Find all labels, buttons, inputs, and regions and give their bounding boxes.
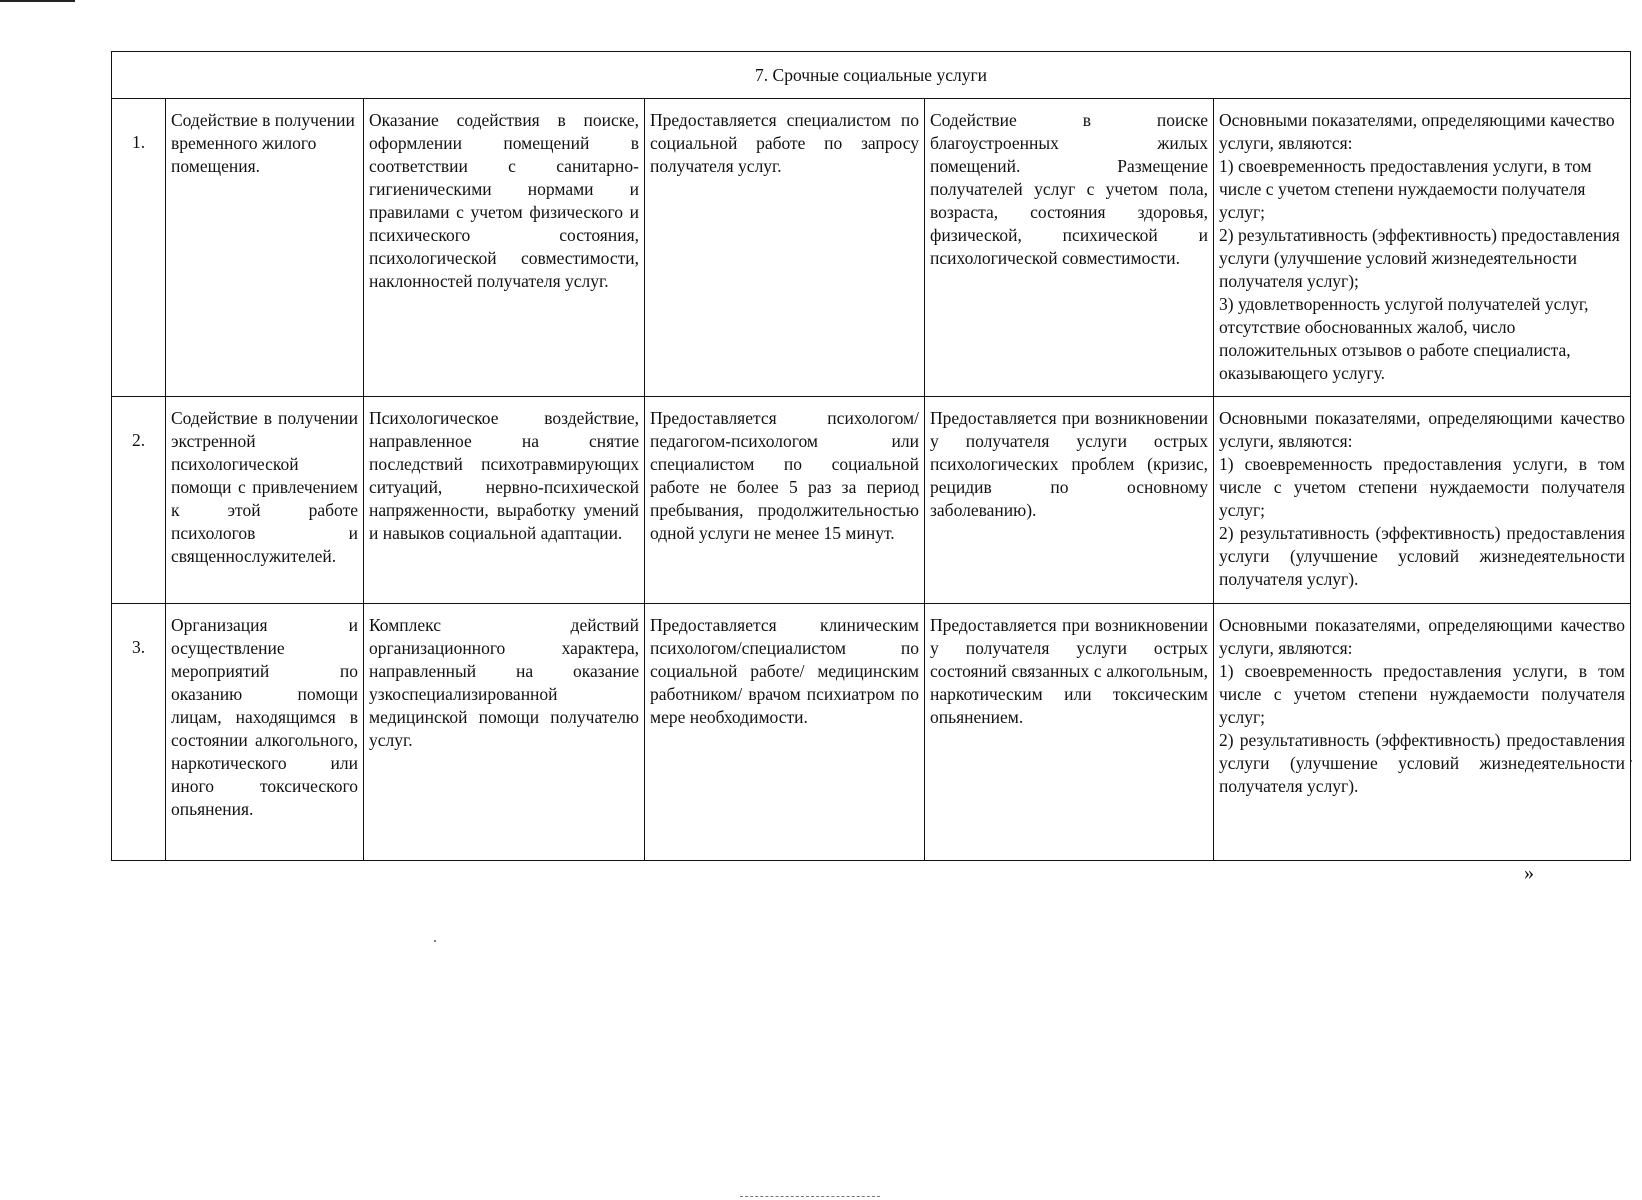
service-conditions: Содействие в поиске благоустроенных жилых помещений. Размещение получателей услуг с учетом пола, возраста, состояния здоровья, физической, психической и психологической совместимости. [925,99,1214,397]
service-name: Содействие в получении экстренной психологической помощи с привлечением к этой работе психологов и священнослужителей. [166,397,364,604]
service-content: Оказание содействия в поиске, оформлении помещений в соответствии с санитарно-гигиеническими нормами и правилами с учетом физического и психического состояния, психологической совместимости, наклонностей получателя услуг. [364,99,645,397]
service-name: Содействие в получении временного жилого помещения. [166,99,364,397]
section-title: 7. Срочные социальные услуги [112,52,1631,99]
row-number: 2. [112,397,166,604]
service-name: Организация и осуществление мероприятий по оказанию помощи лицам, находящимся в состоянии алкогольного, наркотического или иного токсического опьянения. [166,604,364,861]
scan-speck [434,940,436,942]
quality-indicators: Основными показателями, определяющими качество услуги, являются: 1) своевременность предоставления услуги, в том числе с учетом степени нуждаемости получателя услуг; 2) результативность (эффективность) предоставления услуги (улучшение условий жизнедеятельности получателя услуг). [1214,397,1631,604]
scan-edge-dash [740,1196,880,1198]
quality-indicators: Основными показателями, определяющими качество услуги, являются: 1) своевременность предоставления услуги, в том числе с учетом степени нуждаемости получателя услуг; 2) результативность (эффективность) предоставления услуги (улучшение условий жизнедеятельности получателя услуг); 3) удовлетворенность услугой получателей услуг, отсутствие обоснованных жалоб, число положительных отзывов о работе специалиста, оказывающего услугу. [1214,99,1631,397]
table-row [112,397,1631,604]
table-row [112,604,1631,861]
service-content: Комплекс действий организационного характера, направленный на оказание узкоспециализированной медицинской помощи получателю услуг. [364,604,645,861]
service-content: Психологическое воздействие, направленное на снятие последствий психотравмирующих ситуаций, нервно-психической напряженности, выработку умений и навыков социальной адаптации. [364,397,645,604]
service-provision: Предоставляется клиническим психологом/специалистом по социальной работе/ медицинским работником/ врачом психиатром по мере необходимости. [645,604,925,861]
services-table [111,51,1631,861]
service-provision: Предоставляется психологом/педагогом-психологом или специалистом по социальной работе не более 5 раз за период пребывания, продолжительностью одной услуги не менее 15 минут. [645,397,925,604]
service-conditions: Предоставляется при возникновении у получателя услуги острых психологических проблем (кризис, рецидив по основному заболеванию). [925,397,1214,604]
table-row [112,99,1631,397]
closing-quote-mark: » [1524,862,1534,884]
row-number: 3. [112,604,166,861]
scan-edge-mark [0,0,75,2]
row-number: 1. [112,99,166,397]
service-provision: Предоставляется специалистом по социальной работе по запросу получателя услуг. [645,99,925,397]
quality-indicators: Основными показателями, определяющими качество услуги, являются: 1) своевременность предоставления услуги, в том числе с учетом степени нуждаемости получателя услуг; 2) результативность (эффективность) предоставления услуги (улучшение условий жизнедеятельности получателя услуг). [1214,604,1631,861]
service-conditions: Предоставляется при возникновении у получателя услуги острых состояний связанных с алкогольным, наркотическим или токсическим опьянением. [925,604,1214,861]
section-header-row [112,52,1631,99]
